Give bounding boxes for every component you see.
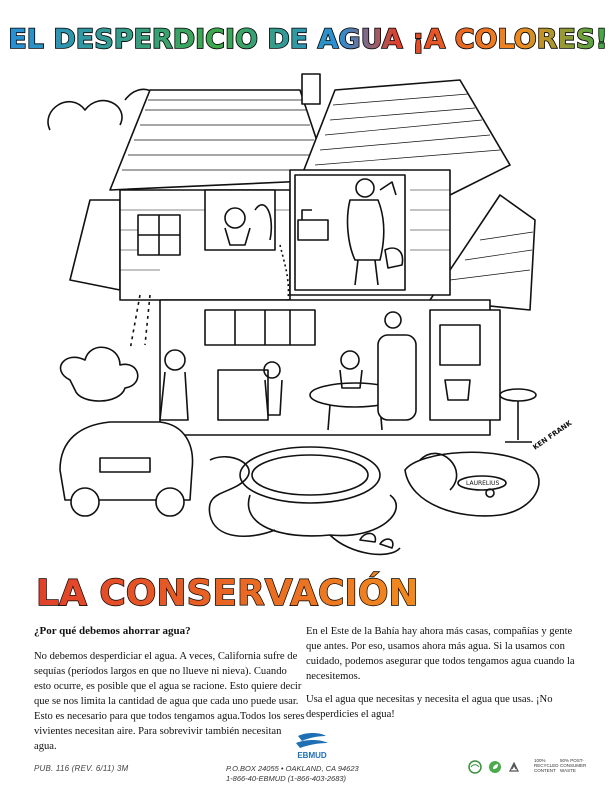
publication-number: PUB. 116 (REV. 6/11) 3M bbox=[34, 764, 129, 773]
address-line-2: 1-866-40-EBMUD (1-866-403-2683) bbox=[226, 774, 347, 783]
logo-text: EBMUD bbox=[297, 751, 327, 760]
section-title-text: LA CONSERVACIÓN bbox=[36, 573, 419, 614]
globe-icon bbox=[469, 761, 481, 773]
header-title-text: EL DESPERDICIO DE AGUA ¡A COLORES! bbox=[8, 24, 608, 55]
eco-recycled-label: 100% RECYCLED CONTENT bbox=[534, 758, 559, 773]
right-paragraph-2: Usa el agua que necesitas y necesita el agua que usas. ¡No desperdicies el agua! bbox=[306, 694, 553, 720]
footer bbox=[0, 732, 612, 792]
right-paragraph-1: En el Este de la Bahía hay ahora más casas, compañías y gente que antes. Por eso, usamos ahora más agua. Si la usamos con cuidado, podemos asegurar que todos tengamos agua cuando la necesitemos. bbox=[306, 626, 575, 682]
address-line-1: P.O.BOX 24055 • OAKLAND, CA 94623 bbox=[226, 764, 359, 773]
left-paragraph: No debemos desperdiciar el agua. A veces, California sufre de sequías (períodos largos en que no llueve ni nieva). Cuando esto ocurre, es posible que el agua se racione. Esto quiere decir que se nos limita la cantidad de agua que cada uno puede usar. Esto es necesario para que todos tengamos agua.Todos los seres vivientes necesitan aire. Para sobrevivir también necesitan agua. bbox=[34, 651, 305, 752]
recycle-icon bbox=[510, 763, 518, 771]
ebmud-logo bbox=[292, 732, 332, 760]
illustrator-signature: KEN FRANK bbox=[531, 419, 574, 452]
question-heading: ¿Por qué debemos ahorrar agua? bbox=[34, 625, 191, 637]
right-column bbox=[306, 624, 582, 730]
eco-post-label: 50% POST-CONSUMER WASTE bbox=[560, 758, 587, 773]
eco-icons bbox=[468, 760, 532, 774]
header-title bbox=[8, 14, 608, 58]
section-title bbox=[34, 565, 419, 617]
eco-badges bbox=[468, 758, 588, 780]
speech-bubble-text: LAURELIUS bbox=[466, 480, 500, 487]
address bbox=[226, 764, 406, 784]
coloring-illustration bbox=[30, 70, 582, 565]
